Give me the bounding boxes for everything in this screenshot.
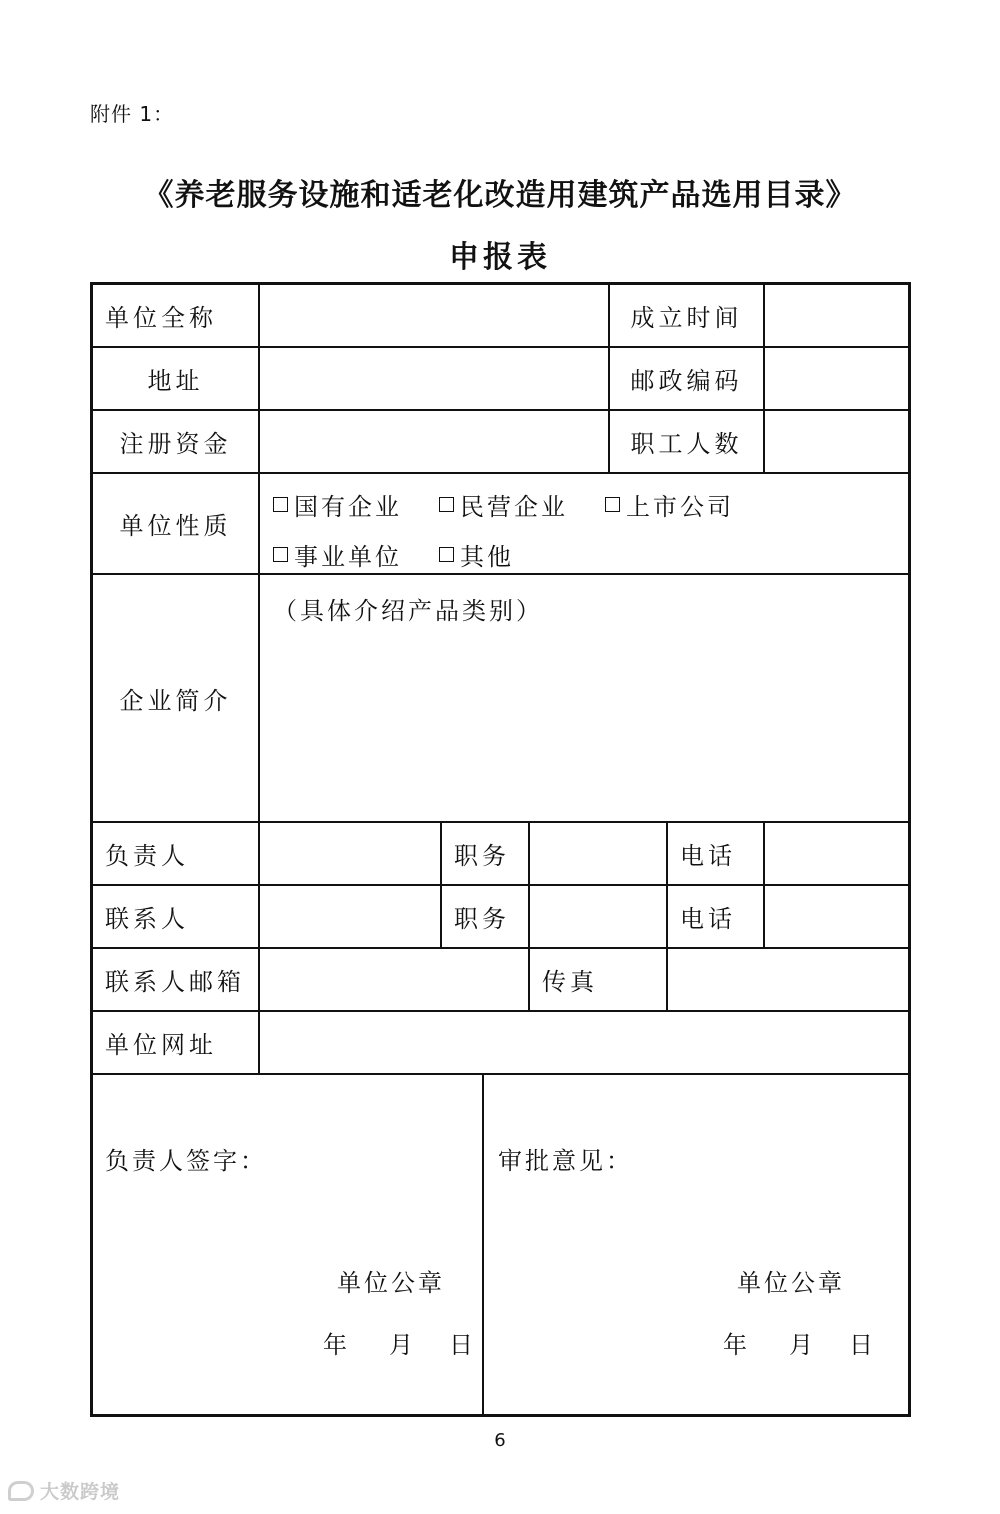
label-person-in-charge: 负责人 [105, 842, 189, 870]
founded-field[interactable] [765, 285, 908, 346]
website-field[interactable] [260, 1012, 908, 1073]
label-signature: 负责人签字： [105, 1147, 267, 1175]
checkbox-icon[interactable] [273, 497, 288, 512]
label-registered-capital: 注册资金 [119, 430, 232, 458]
label-phone: 电话 [680, 842, 736, 870]
label-approval: 审批意见： [498, 1147, 633, 1175]
registered-capital-field[interactable] [260, 411, 608, 472]
fax-field[interactable] [668, 949, 908, 1010]
address-field[interactable] [260, 348, 608, 409]
left-year: 年 [323, 1331, 350, 1359]
postal-code-field[interactable] [765, 348, 908, 409]
right-month: 月 [789, 1331, 816, 1359]
chat-bubble-logo-icon [8, 1481, 34, 1501]
company-intro-field[interactable] [260, 625, 908, 821]
left-seal-label: 单位公章 [337, 1269, 445, 1297]
label-postal-code: 邮政编码 [630, 367, 743, 395]
checkbox-icon[interactable] [605, 497, 620, 512]
option-private[interactable]: 民营企业 [439, 487, 568, 522]
label-unit-nature: 单位性质 [119, 512, 232, 540]
checkbox-icon[interactable] [439, 547, 454, 562]
option-public-institution[interactable]: 事业单位 [273, 537, 402, 572]
intro-note: （具体介绍产品类别） [273, 597, 543, 625]
label-unit-name: 单位全称 [105, 304, 217, 332]
left-month: 月 [389, 1331, 416, 1359]
right-seal-label: 单位公章 [737, 1269, 845, 1297]
label-website: 单位网址 [105, 1031, 217, 1059]
approval-area[interactable] [484, 1075, 908, 1414]
page-number: 6 [494, 1430, 506, 1451]
contact-phone-field[interactable] [765, 886, 908, 947]
label-contact-email: 联系人邮箱 [105, 968, 245, 996]
application-form-table [90, 282, 911, 1417]
right-year: 年 [723, 1331, 750, 1359]
option-state-owned[interactable]: 国有企业 [273, 487, 402, 522]
checkbox-icon[interactable] [439, 497, 454, 512]
watermark [8, 1477, 120, 1504]
label-address: 地址 [147, 367, 204, 395]
employees-field[interactable] [765, 411, 908, 472]
label-phone: 电话 [680, 905, 736, 933]
label-contact: 联系人 [105, 905, 189, 933]
document-subtitle: 申报表 [449, 240, 551, 275]
option-other[interactable]: 其他 [439, 537, 514, 572]
option-listed[interactable]: 上市公司 [605, 487, 734, 522]
phone-field[interactable] [765, 823, 908, 884]
person-in-charge-field[interactable] [260, 823, 440, 884]
contact-position-field[interactable] [530, 886, 666, 947]
label-position: 职务 [454, 842, 510, 870]
label-founded: 成立时间 [630, 304, 743, 332]
label-company-intro: 企业简介 [119, 686, 232, 715]
attachment-label: 附件 1： [90, 102, 175, 126]
label-position: 职务 [454, 905, 510, 933]
label-fax: 传真 [542, 968, 598, 996]
unit-name-field[interactable] [260, 285, 608, 346]
position-field[interactable] [530, 823, 666, 884]
left-day: 日 [449, 1331, 476, 1359]
contact-email-field[interactable] [260, 949, 528, 1010]
document-title: 《养老服务设施和适老化改造用建筑产品选用目录》 [143, 178, 857, 213]
label-employees: 职工人数 [630, 430, 743, 458]
contact-field[interactable] [260, 886, 440, 947]
signature-area[interactable] [93, 1075, 482, 1414]
checkbox-icon[interactable] [273, 547, 288, 562]
watermark-text: 大数跨境 [40, 1481, 121, 1503]
right-day: 日 [849, 1331, 876, 1359]
